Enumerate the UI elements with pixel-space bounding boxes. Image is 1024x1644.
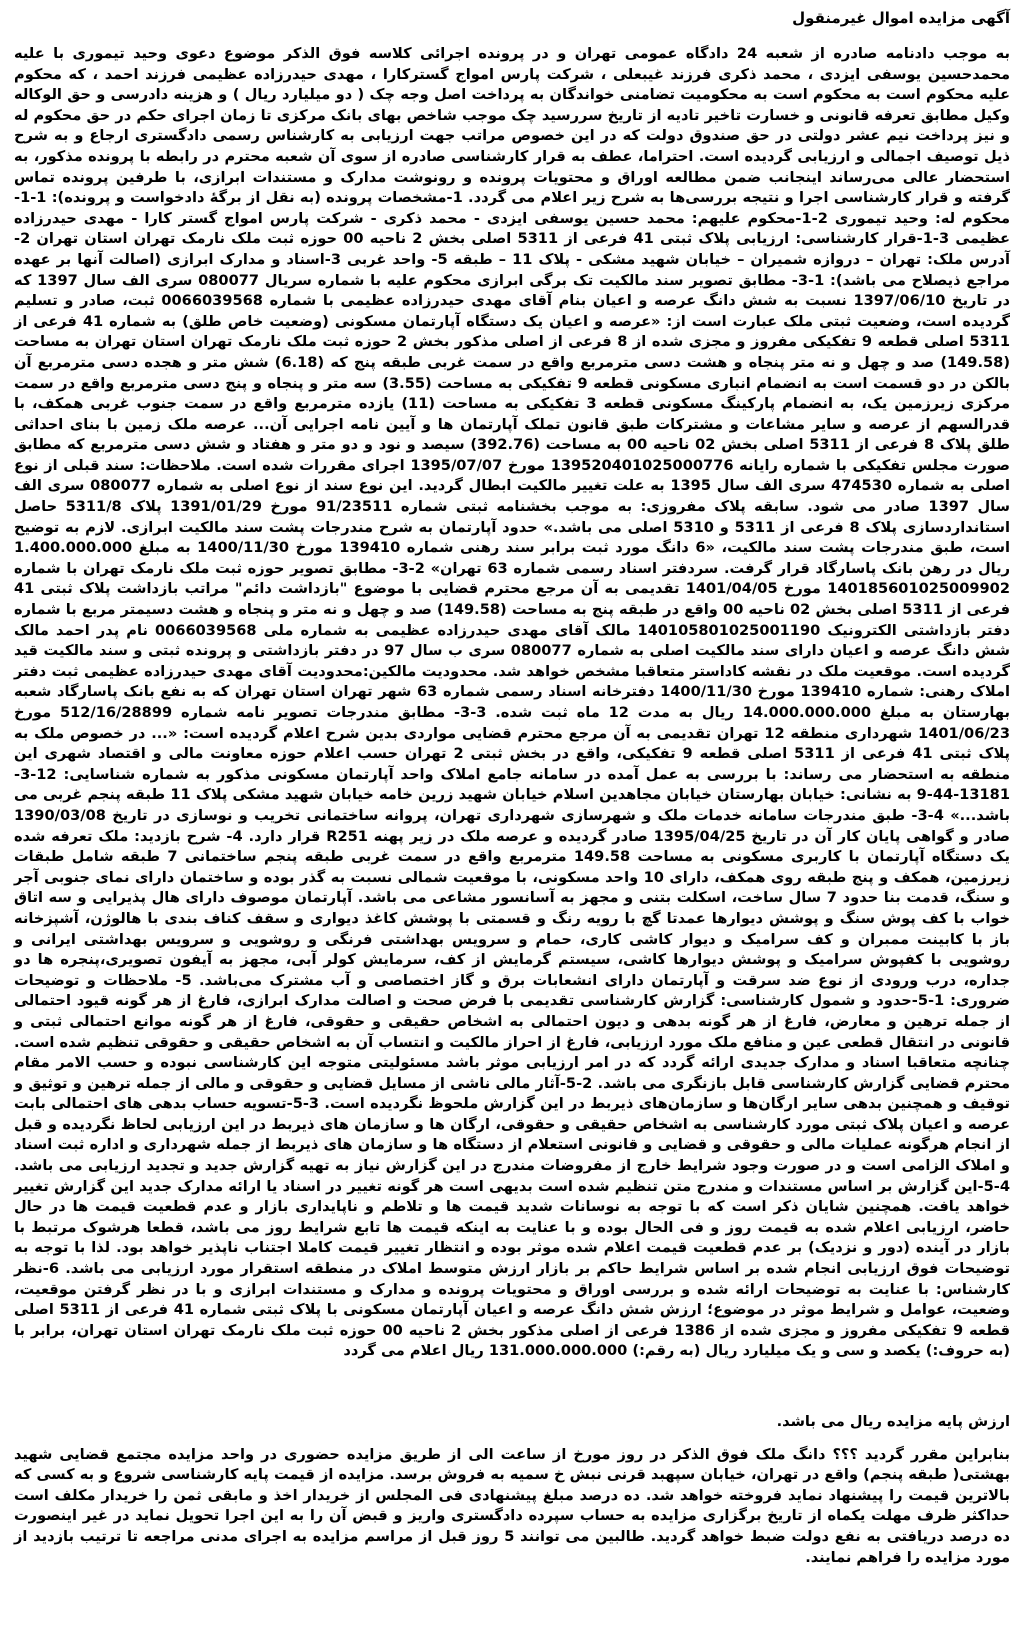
base-price-line: ارزش پایه مزایده ریال می باشد.: [776, 1413, 1010, 1430]
auction-details-paragraph: بنابراین مقرر گردید ؟؟؟ دانگ ملک فوق الذکر در روز مورخ از ساعت الی از طریق مزایده حضوری در واحد مزایده مجتمع قضایی شهید بهشتی( طبقه پنجم) واقع در تهران، خیابان سپهبد قرنی نبش خ سمیه به فروش برسد. مزایده از قیمت پایه کارشناسی شروع و به کسی که بالاترین قیمت را پیشنهاد نماید فروخته خواهد شد. ده درصد مبلغ پیشنهادی فی المجلس از خریدار اخذ و مابقی ثمن را خریدار مکلف است حداکثر ظرف مهلت یکماه از تاریخ برگزاری مزایده به حساب سپرده دادگستری واریز و قبض آن را به این اجرا تحویل نماید در غیر اینصورت ده درصد دریافتی به نفع دولت ضبط خواهد گردید. طالبین می توانند 5 روز قبل از مراسم مزایده به اجرای مدنی مراجعه تا ترتیب بازدید از مورد مزایده را فراهم نمایند.: [14, 1445, 1010, 1566]
notice-body-paragraph: به موجب دادنامه صادره از شعبه 24 دادگاه عمومی تهران و در پرونده اجرائی کلاسه فوق الذکر موضوع دعوی وحید تیموری با علیه محمدحسین یوسفی ایزدی ، محمد ذکری فرزند غیبعلی ، شرکت پارس امواج گسترکارا ، مهدی حیدرزاده عظیمی فرزند احمد ، که محکوم علیه محکوم است به محکوم است به محکومیت تضامنی خواندگان به پرداخت اصل وجه چک ( دو میلیارد ریال ) و هزینه دادرسی و حق الوکاله وکیل مطابق تعرفه قانونی و خسارت تاخیر تادیه از تاریخ سررسید چک موجب شاخص بهای بانک مرکزی تا زمان اجرای حکم در حق محکوم له و نیز پرداخت نیم عشر دولتی در حق صندوق دولت که در این خصوص مراتب جهت ارزیابی به کارشناس رسمی دادگستری ارجاع و به شرح ذیل توصیف اجمالی و ارزیابی گردیده است. احتراما، عطف به قرار کارشناسی صادره از سوی آن شعبه محترم در رابطه با پرونده مذکور، به استحضار عالی می‌رساند اینجانب ضمن مطالعه اوراق و محتویات پرونده و رونوشت مدارک و مستندات ابرازی، با طرفین پرونده تماس گرفته و قرار کارشناسی اجرا و نتیجه بررسی‌ها به شرح زیر اعلام می گردد. 1-مشخصات پرونده (به نقل از برگهٔ دادخواست و پرونده): 1-1-محکوم له: وحید تیموری 2-1-محکوم علیهم: محمد حسین یوسفی ایزدی - محمد ذکری - شرکت پارس امواج گستر کارا - مهدی حیدرزاده عظیمی 3-1-قرار کارشناسی: ارزیابی پلاک ثبتی 41 فرعی از 5311 اصلی بخش 2 ناحیه 00 حوزه ثبت ملک نارمک تهران استان تهران 2-آدرس ملک: تهران – دروازه شمیران – خیابان شهید مشکی - پلاک 11 – طبقه 5- واحد غربی 3-اسناد و مدارک ابرازی (اصالت آنها بر عهده مراجع ذیصلاح می باشد): 1-3- مطابق تصویر سند مالکیت تک برگی ابرازی محکوم علیه با شماره سریال 080077 سری الف سال 1397 که در تاریخ 1397/06/10 نسبت به شش دانگ عرصه و اعیان بنام آقای مهدی حیدرزاده عظیمی با شماره 0066039568 ثبت، صادر و تسلیم گردیده است، وضعیت ثبتی ملک عبارت است از: «عرصه و اعیان یک دستگاه آپارتمان مسکونی (وضعیت خاص طلق) به شماره 41 فرعی از 5311 اصلی قطعه 9 تفکیکی مفروز و مجزی شده از 8 فرعی از اصلی مذکور بخش 2 حوزه ثبت ملک نارمک تهران استان تهران به مساحت (149.58) صد و چهل و نه متر پنجاه و هشت دسی مترمربع واقع در سمت غربی طبقه پنج که (6.18) شش متر و هجده دسی مترمربع آن بالکن در دو قسمت است به انضمام انباری مسکونی قطعه 9 تفکیکی به مساحت (3.55) سه متر و پنجاه و پنج دسی مترمربع واقع در سمت مرکزی زیرزمین یک، به انضمام پارکینگ مسکونی قطعه 3 تفکیکی به مساحت (11) یازده مترمربع واقع در سمت جنوب غربی همکف، با قدرالسهم از عرصه و سایر مشاعات و مشترکات طبق قانون تملک آپارتمان ها و آیین نامه اجرایی آن... عرصه ملک زمین با بنای احداثی طلق پلاک 8 فرعی از 5311 اصلی بخش 02 ناحیه 00 به مساحت (392.76) سیصد و نود و دو متر و هفتاد و شش دسی مترمربع که مطابق صورت مجلس تفکیکی با شماره رایانه 139520401025000776 مورخ 1395/07/07 اجرای مقررات شده است. ملاحظات: سند قبلی از نوع اصلی به شماره 474530 سری الف سال 1395 به علت تغییر مالکیت ابطال گردید. این نوع سند از نوع اصلی به شماره 080077 سری الف سال 1397 صادر می شود. سابقه پلاک مفروزی: به موجب بخشنامه ثبتی شماره 91/23511 مورخ 1391/01/29 پلاک 5311/8 حاصل استانداردسازی پلاک 8 فرعی از 5311 و 5310 اصلی می باشد.» حدود آپارتمان به شرح مندرجات پشت سند مالکیت ابرازی. لازم به توضیح است، طبق مندرجات پشت سند مالکیت، «6 دانگ مورد ثبت برابر سند رهنی شماره 139410 مورخ 1400/11/30 به مبلغ 1.400.000.000 ریال در رهن بانک پاسارگاد قرار گرفت. سردفتر اسناد رسمی شماره 63 تهران» 2-3- مطابق تصویر حوزه ثبت ملک نارمک تهران با شماره 140185601025009902 مورخ 1401/04/05 تقدیمی به آن مرجع محترم قضایی با موضوع "بازداشت دائم" مراتب بازداشت پلاک ثبتی 41 فرعی از 5311 اصلی بخش 02 ناحیه 00 واقع در طبقه پنج به مساحت (149.58) صد و چهل و نه متر و پنجاه و هشت دسیمتر مربع با شماره دفتر بازداشتی الکترونیک 140105801025001190 مالک آقای مهدی حیدرزاده عظیمی به شماره ملی 0066039568 نام پدر احمد مالک شش دانگ عرصه و اعیان دارای سند مالکیت اصلی به شماره 080077 سری ب سال 97 در دفتر بازداشتی و پرونده ثبتی و سند مالکیت قید گردیده است. موقعیت ملک در نقشه کاداستر متعاقبا مشخص خواهد شد. محدودیت مالکین:محدودیت آقای مهدی حیدرزاده عظیمی ثبت دفتر املاک رهنی: شماره 139410 مورخ 1400/11/30 دفترخانه اسناد رسمی شماره 63 شهر تهران استان تهران که به نفع بانک پاسارگاد شعبه بهارستان به مبلغ 14.000.000.000 ریال به مدت 12 ماه ثبت شده. 3-3- مطابق مندرجات تصویر نامه شماره 512/16/28899 مورخ 1401/06/23 شهرداری منطقه 12 تهران تقدیمی به آن مرجع محترم قضایی مواردی بدین شرح اعلام گردیده است: «... در خصوص ملک به پلاک ثبتی 41 فرعی از 5311 اصلی قطعه 9 تفکیکی، واقع در بخش ثبتی 2 تهران حسب اعلام حوزه معاونت مالی و اقتصاد شهری این منطقه به استحضار می رساند: با بررسی به عمل آمده در سامانه جامع املاک واحد آپارتمان مسکونی مذکور به شماره شناسایی: 12-3-13181-44-9 به نشانی: خیابان بهارستان خیابان مجاهدین اسلام خیابان شهید زرین خامه خیابان شهید مشکی پلاک 11 طبقه پنجم غربی می باشد...» 4-3- طبق مندرجات سامانه خدمات ملک و شهرسازی شهرداری تهران، پروانه ساختمانی تخریب و نوسازی در تاریخ 1390/03/08 صادر و گواهی پایان کار آن در تاریخ 1395/04/25 صادر گردیده و عرصه ملک در زیر پهنه R251 قرار دارد. 4- شرح بازدید: ملک تعرفه شده یک دستگاه آپارتمان با کاربری مسکونی به مساحت 149.58 مترمربع واقع در سمت غربی طبقه پنجم ساختمانی 7 طبقه شامل طبقات زیرزمین، همکف و پنج طبقه روی همکف، دارای 10 واحد مسکونی، با موقعیت شمالی نسبت به گذر بوده و ساختمان دارای نمای جنوبی آجر و سنگ، قدمت بنا حدود 7 سال ساخت، اسکلت بتنی و مجهز به آسانسور مشاعی می باشد. آپارتمان موصوف دارای هال پذیرایی و سه اتاق خواب با کف پوش سنگ و پوشش دیوارها عمدتا گچ با رویه رنگ و قسمتی با پوشش کاغذ دیواری و سقف کناف بندی با هالوژن، آشپزخانه باز با کابینت ممبران و کف سرامیک و دیوار کاشی کاری، حمام و سرویس بهداشتی فرنگی و روشویی و سرویس بهداشتی ایرانی و روشویی با کفپوش سرامیک و پوشش دیوارها کاشی، سیستم گرمایش از کف، سرمایش کولر آبی، مجهز به آیفون تصویری،پنجره ها دو جداره، درب ورودی از نوع ضد سرقت و آپارتمان دارای انشعابات برق و گاز اختصاصی و آب مشترک می‌باشد. 5- ملاحظات و توضیحات ضروری: 1-5-حدود و شمول کارشناسی: گزارش کارشناسی تقدیمی با فرض صحت و اصالت مدارک ابرازی، فارغ از هر گونه قیود احتمالی از جمله ترهین و معارض، فارغ از هر گونه بدهی و دیون احتمالی به اشخاص حقیقی و حقوقی، فارغ از هر گونه موانع احتمالی ثبتی و قانونی در انتقال قطعی عین و منافع ملک مورد ارزیابی، فارغ از احراز مالکیت و انتساب آن به اشخاص حقیقی و حقوقی تنظیم شده است. چنانچه متعاقبا اسناد و مدارک جدیدی ارائه گردد که در امر ارزیابی موثر باشد مسئولیتی متوجه این کارشناسی نبوده و حسب الامر مقام محترم قضایی گزارش کارشناسی قابل بازنگری می باشد. 2-5-آثار مالی ناشی از مسایل قضایی و حقوقی و مالی از جمله ترهین و توثیق و توقیف و همچنین بدهی سایر ارگان‌ها و سازمان‌های ذیربط در این گزارش ملحوظ نگردیده است. 3-5-تسویه حساب بدهی های احتمالی بابت عرصه و اعیان پلاک ثبتی مورد کارشناسی به اشخاص حقیقی و حقوقی، ارگان ها و سازمان های ذیربط در این ارزیابی لحاظ نگردیده و قبل از انجام هرگونه عملیات مالی و حقوقی و قضایی و قانونی استعلام از دستگاه ها و سازمان های ذیربط از جمله شهرداری و اداره ثبت اسناد و املاک الزامی است و در صورت وجود شرایط خارج از مفروضات مندرج در این گزارش نیاز به تهیه گزارش جدید و تجدید ارزیابی می باشد. 4-5-این گزارش بر اساس مستندات و مندرج متن تنظیم شده است بدیهی است هر گونه تغییر در اسناد یا ارائه مدارک جدید این گزارش تغییر خواهد یافت. همچنین شایان ذکر است که با توجه به نوسانات شدید قیمت ها و تلاطم و ناپایداری بازار و عدم قطعیت قیمت ها در حال حاضر، ارزیابی اعلام شده به قیمت روز و فی الحال بوده و با عنایت به اینکه قیمت ها تابع شرایط روز می باشد، قطعا هرشوک مرتبط با بازار در آینده (دور و نزدیک) بر عدم قطعیت قیمت اعلام شده موثر بوده و انتظار تغییر قیمت کاملا اجتناب ناپذیر خواهد بود. لذا با توجه به توضیحات فوق ارزیابی انجام شده بر اساس شرایط حاکم بر بازار ارزش متوسط املاک در منطقه استقرار مورد ارزیابی می باشد. 6-نظر کارشناس: با عنایت به توضیحات ارائه شده و بررسی اوراق و محتویات پرونده و مدارک و مستندات ابرازی و با در نظر گرفتن موقعیت، وضعیت، عوامل و شرایط موثر در موضوع؛ ارزش شش دانگ عرصه و اعیان آپارتمان مسکونی با پلاک ثبتی شماره 41 فرعی از 5311 اصلی قطعه 9 تفکیکی مفروز و مجزی شده از 1386 فرعی از اصلی مذکور بخش 2 ناحیه 00 حوزه ثبت ملک نارمک تهران استان تهران، برابر با (به حروف:) یکصد و سی و یک میلیارد ریال (به رقم:) 131.000.000.000 ریال اعلام می گردد: [14, 45, 1011, 1360]
blank-space: [14, 1362, 1010, 1412]
notice-title: آگهی مزایده اموال غیرمنقول: [792, 9, 1010, 27]
